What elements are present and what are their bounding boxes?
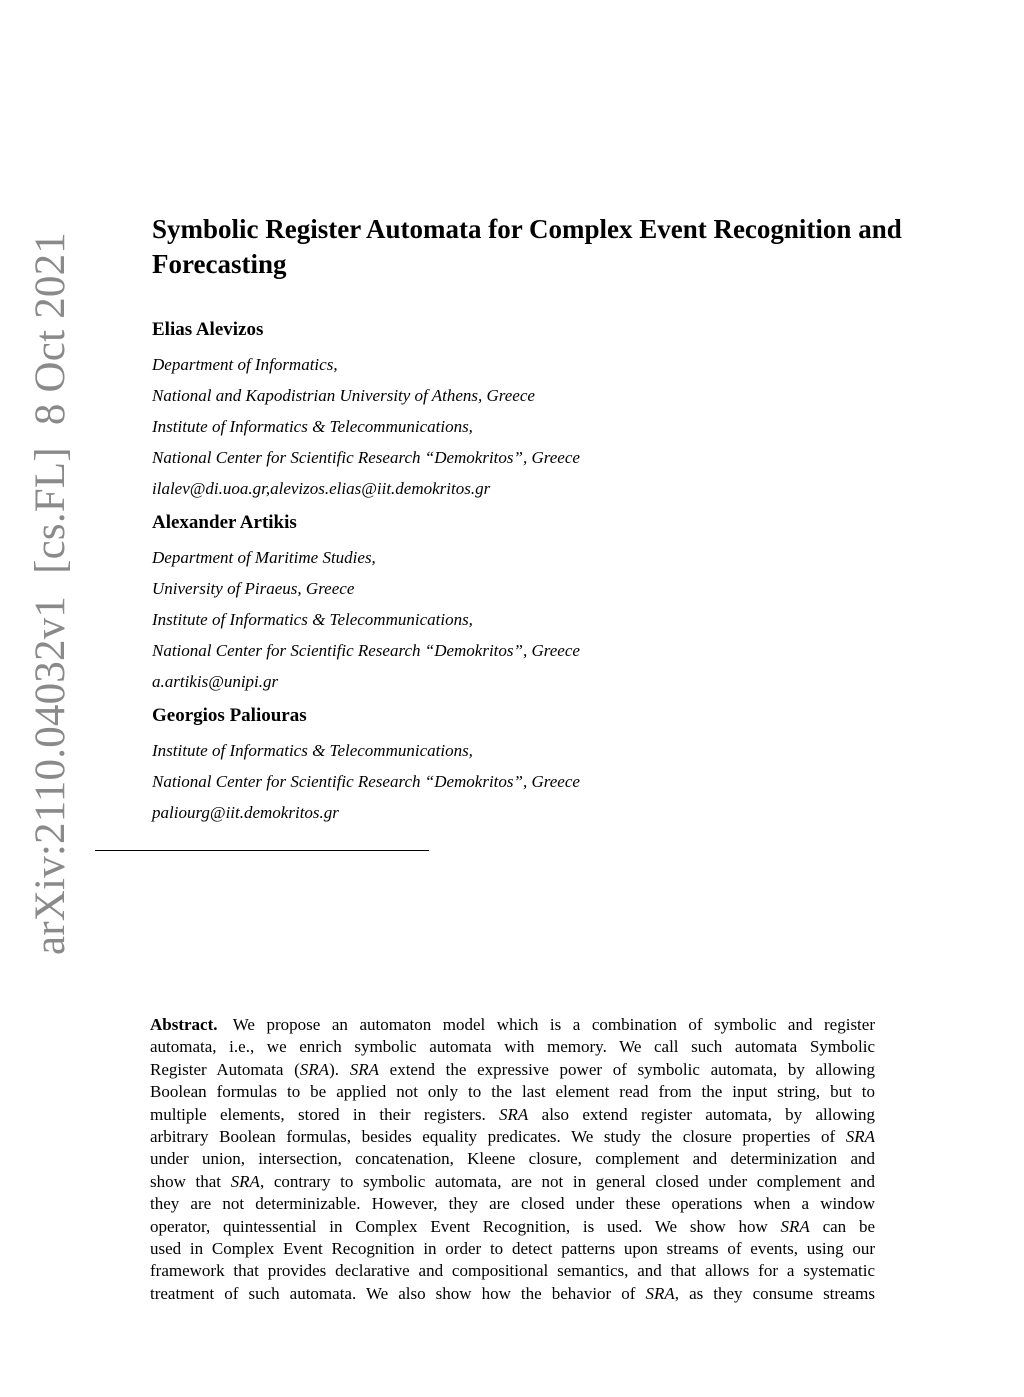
author-block [152,511,912,697]
author-email: a.artikis@unipi.gr [152,672,279,691]
abstract-line: operator, quintessential in Complex Event Recognition, is used. We show how SRA can be [150,1216,876,1236]
paper-title-line: Forecasting [152,249,287,279]
abstract-line: show that SRA, contrary to symbolic automata, are not in general closed under complement and [150,1171,875,1191]
paper-title [152,212,932,282]
author-affiliation: University of Piraeus, Greece [152,579,355,598]
author-affiliation: Department of Informatics, [152,355,338,374]
abstract-line: multiple elements, stored in their registers. SRA also extend register automata, by allowing [150,1104,875,1124]
author-name: Elias Alevizos [152,319,264,340]
author-block [152,318,912,504]
author-affiliation: Department of Maritime Studies, [152,548,376,567]
author-name: Alexander Artikis [152,512,297,533]
author-affiliation: Institute of Informatics & Telecommunications, [152,610,473,629]
author-affiliation: Institute of Informatics & Telecommunications, [152,417,473,436]
author-email: paliourg@iit.demokritos.gr [152,803,339,822]
abstract-line [150,1014,875,1036]
abstract-line: arbitrary Boolean formulas, besides equality predicates. We study the closure properties of SRA [150,1127,875,1147]
abstract-label: Abstract. [150,1015,218,1034]
author-name: Georgios Paliouras [152,705,307,726]
author-affiliation: National Center for Scientific Research “Demokritos”, Greece [152,448,580,467]
author-affiliation: National Center for Scientific Research “Demokritos”, Greece [152,641,580,660]
arxiv-stamp [29,210,72,955]
author-affiliation: National and Kapodistrian University of Athens, Greece [152,386,535,405]
abstract-line: they are not determinizable. However, they are closed under these operations when a window [150,1194,875,1214]
abstract-line: framework that provides declarative and compositional semantics, and that allows for a systematic [150,1261,875,1281]
arxiv-date: 8 Oct 2021 [27,232,74,426]
paper-title-line: Symbolic Register Automata for Complex Event Recognition and [152,214,902,244]
author-affiliation: National Center for Scientific Research “Demokritos”, Greece [152,772,580,791]
abstract-line: under union, intersection, concatenation, Kleene closure, complement and determinization and [150,1149,875,1169]
author-affiliation: Institute of Informatics & Telecommunications, [152,741,473,760]
author-block [152,704,912,828]
abstract-line-text: We propose an automaton model which is a combination of symbolic and register [232,1015,875,1034]
footnote-rule [95,850,429,851]
arxiv-category: [cs.FL] [27,447,74,574]
abstract-line: treatment of such automata. We also show how the behavior of SRA, as they consume streams [150,1283,875,1303]
abstract-line: automata, i.e., we enrich symbolic automata with memory. We call such automata Symbolic [150,1037,875,1057]
abstract-line: Boolean formulas to be applied not only to the last element read from the input string, but to [150,1082,875,1102]
arxiv-id: arXiv:2110.04032v1 [27,595,74,955]
author-email: ilalev@di.uoa.gr,alevizos.elias@iit.demokritos.gr [152,479,491,498]
abstract-line: Register Automata (SRA). SRA extend the expressive power of symbolic automata, by allowing [150,1059,876,1079]
abstract-line: used in Complex Event Recognition in order to detect patterns upon streams of events, using our [150,1239,875,1259]
abstract [150,1014,875,1305]
